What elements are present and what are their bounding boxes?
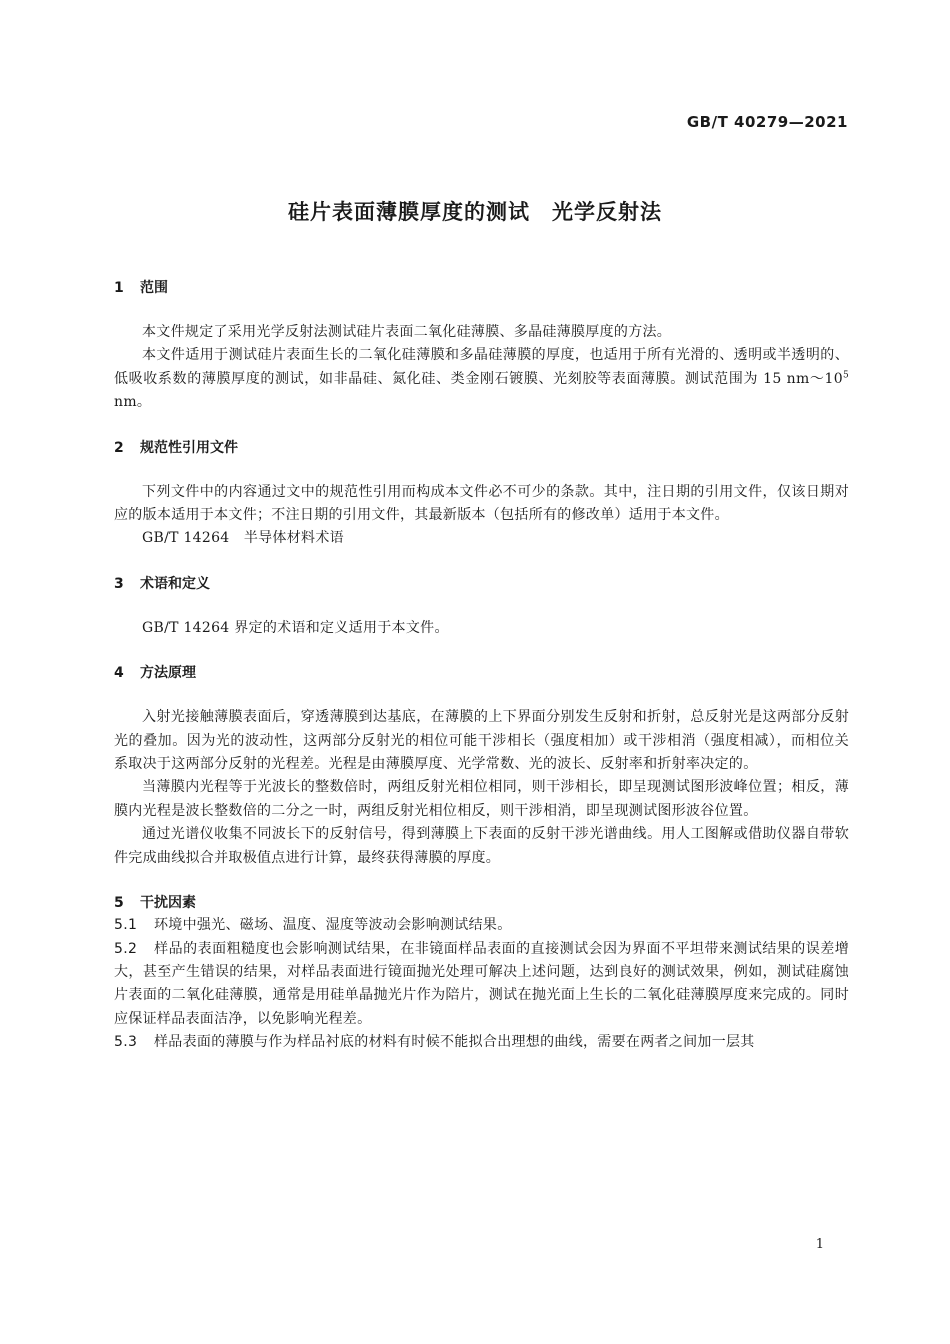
section-heading [114, 892, 849, 914]
clause-number: 5.3 [114, 1034, 138, 1051]
section-title: 干扰因素 [140, 895, 196, 912]
section-number: 4 [114, 665, 124, 682]
exponent: 5 [842, 370, 849, 381]
clause-5-1 [114, 914, 849, 937]
paragraph: 通过光谱仪收集不同波长下的反射信号，得到薄膜上下表面的反射干涉光谱曲线。用人工图解或借助仪器自带软件完成曲线拟合并取极值点进行计算，最终获得薄膜的厚度。 [114, 826, 849, 866]
section-heading [114, 437, 849, 459]
paragraph: 下列文件中的内容通过文中的规范性引用而构成本文件必不可少的条款。其中，注日期的引用文件，仅该日期对应的版本适用于本文件；不注日期的引用文件，其最新版本（包括所有的修改单）适用于本文件。 [114, 483, 849, 524]
document-title: 硅片表面薄膜厚度的测试 光学反射法 [288, 200, 662, 224]
section-interference-factors [114, 892, 849, 1054]
page-number: 1 [815, 1237, 824, 1252]
reference-title: 半导体材料术语 [243, 530, 344, 547]
clause-text: 环境中强光、磁场、温度、湿度等波动会影响测试结果。 [154, 917, 512, 934]
clause-5-2 [114, 938, 849, 1032]
section-number: 3 [114, 575, 124, 592]
paragraph-text: 本文件适用于测试硅片表面生长的二氧化硅薄膜和多晶硅薄膜的厚度，也适用于所有光滑的、透明或半透明的、低吸收系数的薄膜厚度的测试，如非晶硅、氮化硅、类金刚石镀膜、光刻胶等表面薄膜。测试范围为 15 nm～10 [114, 347, 849, 387]
reference-entry [114, 527, 849, 550]
section-heading [114, 573, 849, 595]
section-number: 5 [114, 895, 124, 912]
clause-text: 样品表面的薄膜与作为样品衬底的材料有时候不能拟合出理想的曲线，需要在两者之间加一层其 [154, 1034, 755, 1051]
paragraph [114, 344, 849, 414]
section-scope [114, 277, 849, 415]
document-body [114, 277, 849, 1065]
paragraph-text-end: nm。 [114, 394, 152, 411]
section-method-principle [114, 662, 849, 870]
paragraph: 本文件规定了采用光学反射法测试硅片表面二氧化硅薄膜、多晶硅薄膜厚度的方法。 [142, 324, 672, 340]
section-normative-references [114, 437, 849, 551]
section-title: 方法原理 [140, 665, 196, 682]
section-heading [114, 277, 849, 299]
section-heading [114, 662, 849, 684]
section-number: 2 [114, 439, 124, 456]
clause-text: 样品的表面粗糙度也会影响测试结果，在非镜面样品表面的直接测试会因为界面不平坦带来测试结果的误差增大，甚至产生错误的结果，对样品表面进行镜面抛光处理可解决上述问题，达到良好的测试效果，例如，测试硅腐蚀片表面的二氧化硅薄膜，通常是用硅单晶抛光片作为陪片，测试在抛光面上生长的二氧化硅薄膜厚度来完成的。同时应保证样品表面洁净，以免影响光程差。 [114, 940, 849, 1027]
section-number: 1 [114, 280, 124, 296]
standard-code: GB/T 40279—2021 [686, 113, 848, 131]
paragraph: 入射光接触薄膜表面后，穿透薄膜到达基底，在薄膜的上下界面分别发生反射和折射，总反射光是这两部分反射光的叠加。因为光的波动性，这两部分反射光的相位可能干涉相长（强度相加）或干涉相消（强度相减），而相位关系取决于这两部分反射的光程差。光程是由薄膜厚度、光学常数、光的波长、反射率和折射率决定的。 [114, 709, 849, 773]
paragraph: 当薄膜内光程等于光波长的整数倍时，两组反射光相位相同，则干涉相长，即呈现测试图形波峰位置；相反，薄膜内光程是波长整数倍的二分之一时，两组反射光相位相反，则干涉相消，即呈现测试图形波谷位置。 [114, 779, 849, 819]
section-title: 规范性引用文件 [140, 439, 238, 456]
paragraph: GB/T 14264 界定的术语和定义适用于本文件。 [142, 619, 449, 636]
clause-number: 5.2 [114, 940, 138, 957]
section-title: 术语和定义 [140, 575, 210, 592]
clause-number: 5.1 [114, 917, 138, 934]
reference-code: GB/T 14264 [142, 530, 230, 547]
section-terms-definitions [114, 573, 849, 640]
clause-5-3 [114, 1031, 849, 1054]
section-title: 范围 [140, 280, 168, 296]
